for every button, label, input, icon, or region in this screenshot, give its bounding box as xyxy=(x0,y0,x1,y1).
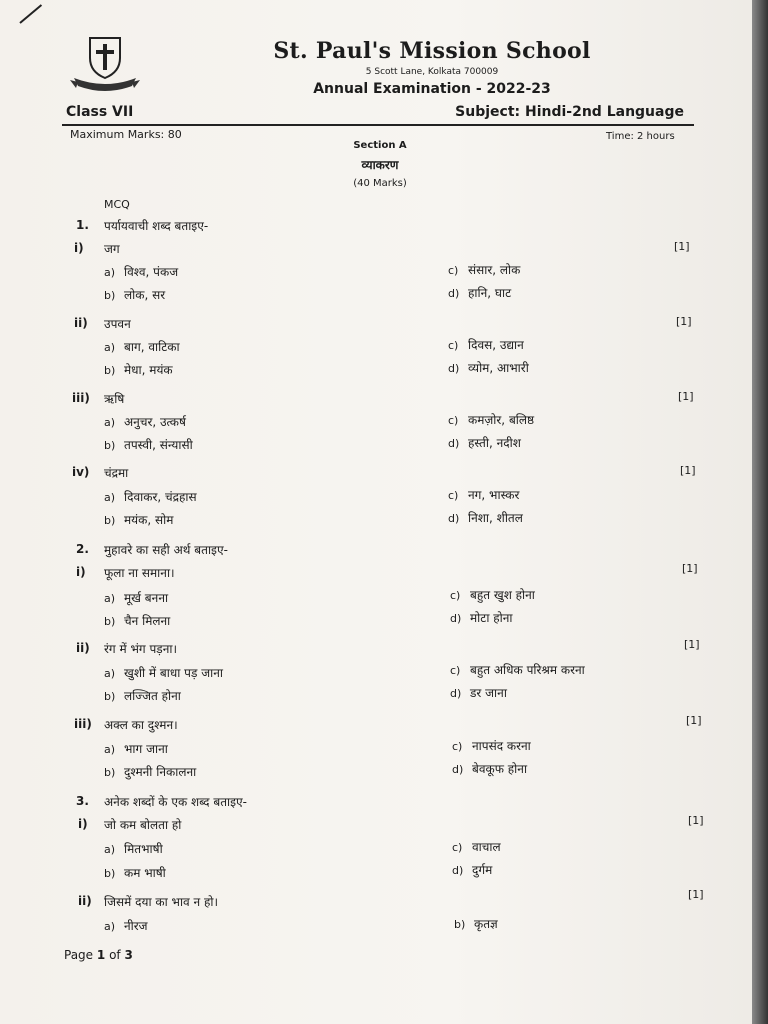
item-mark: [1] xyxy=(674,240,690,253)
option-d: d) हस्ती, नदीश xyxy=(448,436,521,450)
section-subject: व्याकरण xyxy=(361,158,399,172)
item-text: जग xyxy=(104,242,120,256)
school-name: St. Paul's Mission School xyxy=(273,38,591,64)
item-text: चंद्रमा xyxy=(104,466,129,480)
option-a: a) भाग जाना xyxy=(104,742,168,756)
page-edge-shadow xyxy=(752,0,768,1024)
item-number: ii) xyxy=(76,641,90,655)
option-c: c) बहुत अधिक परिश्रम करना xyxy=(450,663,585,677)
option-b: b) कम भाषी xyxy=(104,866,166,880)
item-mark: [1] xyxy=(676,315,692,328)
item-mark: [1] xyxy=(688,814,704,827)
question-number: 2. xyxy=(76,542,89,556)
option-b: b) दुश्मनी निकालना xyxy=(104,765,197,779)
item-text: फूला ना समाना। xyxy=(104,566,175,580)
option-a: a) अनुचर, उत्कर्ष xyxy=(104,415,186,429)
question-text: अनेक शब्दों के एक शब्द बताइए- xyxy=(104,795,248,809)
option-a: a) मूर्ख बनना xyxy=(104,591,169,605)
item-number: i) xyxy=(76,565,86,579)
item-number: ii) xyxy=(74,316,88,330)
option-b: b) लज्जित होना xyxy=(104,689,181,703)
school-crest-icon xyxy=(68,34,142,96)
option-a: a) विश्व, पंकज xyxy=(104,265,179,279)
item-number: i) xyxy=(78,817,88,831)
exam-title: Annual Examination - 2022-23 xyxy=(313,81,551,97)
option-a: a) खुशी में बाधा पड़ जाना xyxy=(104,666,223,680)
option-d: d) मोटा होना xyxy=(450,611,513,625)
option-a: a) मितभाषी xyxy=(104,842,163,856)
option-d: d) हानि, घाट xyxy=(448,286,512,300)
option-d: d) डर जाना xyxy=(450,686,507,700)
subject-label: Subject: Hindi-2nd Language xyxy=(455,104,684,120)
item-mark: [1] xyxy=(684,638,700,651)
item-number: ii) xyxy=(78,894,92,908)
item-mark: [1] xyxy=(686,714,702,727)
option-c: c) संसार, लोक xyxy=(448,263,521,277)
school-address: 5 Scott Lane, Kolkata 700009 xyxy=(365,67,499,77)
option-b: b) लोक, सर xyxy=(104,288,166,302)
item-number: i) xyxy=(74,241,84,255)
question-text: मुहावरे का सही अर्थ बताइए- xyxy=(104,543,228,557)
item-number: iii) xyxy=(74,717,92,731)
option-b: b) मयंक, सोम xyxy=(104,513,174,527)
section-marks: (40 Marks) xyxy=(353,178,407,189)
option-c: c) दिवस, उद्यान xyxy=(448,338,524,352)
question-number: 1. xyxy=(76,218,89,232)
option-a: a) नीरज xyxy=(104,919,148,933)
option-b: b) मेधा, मयंक xyxy=(104,363,173,377)
option-c: c) नग, भास्कर xyxy=(448,488,520,502)
item-text: अक्ल का दुश्मन। xyxy=(104,718,178,732)
option-c: c) बहुत खुश होना xyxy=(450,588,535,602)
paper-header xyxy=(62,34,692,104)
header-divider xyxy=(62,124,694,126)
item-text: जो कम बोलता हो xyxy=(104,818,182,832)
option-d: d) बेवकूफ होना xyxy=(452,762,528,776)
item-text: उपवन xyxy=(104,317,131,331)
option-d: d) निशा, शीतल xyxy=(448,511,523,525)
meta-row xyxy=(62,104,692,126)
option-a: a) बाग, वाटिका xyxy=(104,340,180,354)
question-number: 3. xyxy=(76,794,89,808)
item-number: iii) xyxy=(72,391,90,405)
option-b: b) तपस्वी, संन्यासी xyxy=(104,438,193,452)
item-mark: [1] xyxy=(678,390,694,403)
option-c: c) नापसंद करना xyxy=(452,739,531,753)
item-mark: [1] xyxy=(682,562,698,575)
pencil-mark xyxy=(19,4,42,24)
option-d: d) दुर्गम xyxy=(452,863,493,877)
question-type: MCQ xyxy=(104,198,130,211)
max-marks: Maximum Marks: 80 xyxy=(70,128,182,141)
item-mark: [1] xyxy=(688,888,704,901)
item-mark: [1] xyxy=(680,464,696,477)
class-label: Class VII xyxy=(66,104,134,120)
question-text: पर्यायवाची शब्द बताइए- xyxy=(104,219,209,233)
item-text: जिसमें दया का भाव न हो। xyxy=(104,895,219,909)
option-b-right: b) कृतज्ञ xyxy=(454,917,498,931)
option-a: a) दिवाकर, चंद्रहास xyxy=(104,490,197,504)
item-text: रंग में भंग पड़ना। xyxy=(104,642,178,656)
item-number: iv) xyxy=(72,465,90,479)
option-d: d) व्योम, आभारी xyxy=(448,361,529,375)
time-allowed: Time: 2 hours xyxy=(606,131,675,142)
section-title: Section A xyxy=(353,140,407,151)
page-footer: Page 1 of 3 xyxy=(64,948,133,962)
item-text: ऋषि xyxy=(104,392,125,406)
option-c: c) वाचाल xyxy=(452,840,501,854)
option-b: b) चैन मिलना xyxy=(104,614,171,628)
option-c: c) कमज़ोर, बलिष्ठ xyxy=(448,413,535,427)
